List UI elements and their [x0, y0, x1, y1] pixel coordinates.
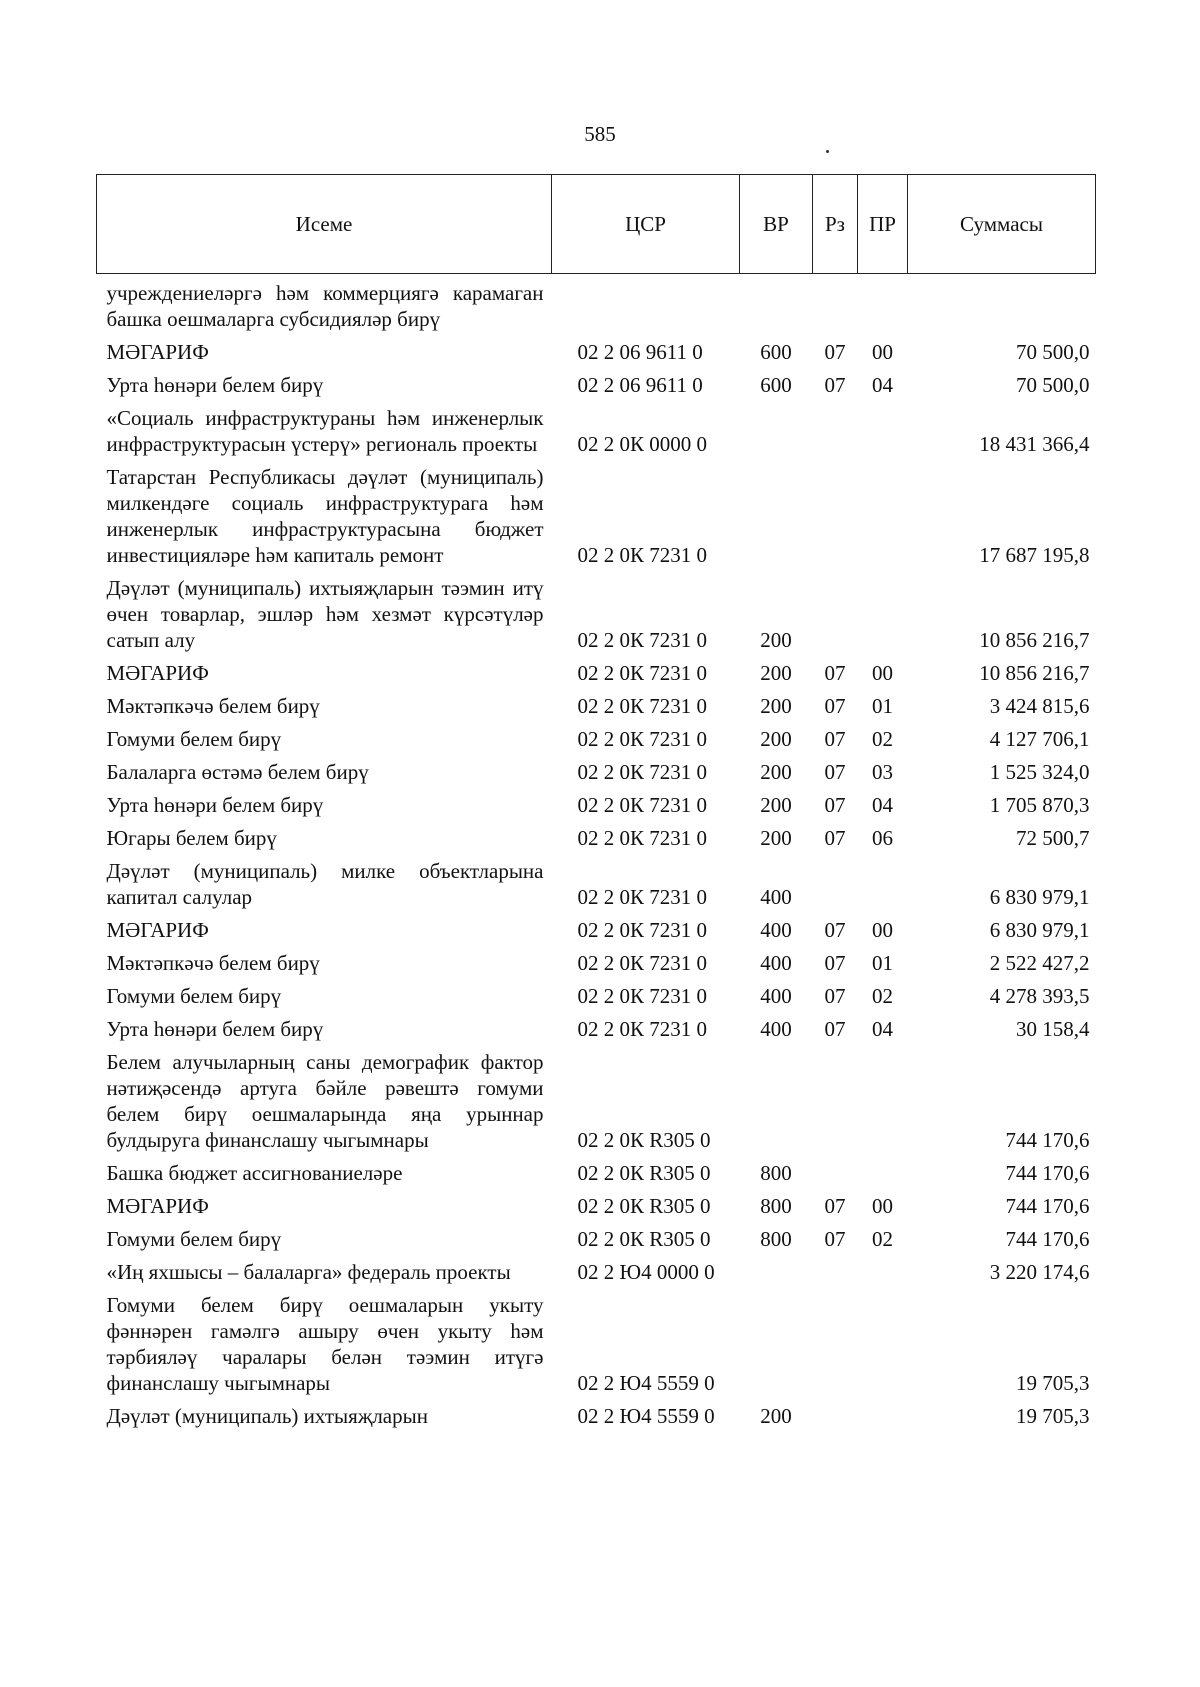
cell-vr: 200: [760, 628, 792, 652]
cell-sum: 4 127 706,1: [989, 727, 1090, 751]
cell-pr: [858, 1398, 908, 1431]
cell-name: Гомуми белем бирү оешмаларын укыту фәннәрен гамәлгә ашыру өчен укыту һәм тәрбияләү чаралары белән тәэмин итүгә финанслашу чыгымнары: [106, 1293, 544, 1395]
cell-vr: [740, 1287, 813, 1398]
cell-csr: 02 2 0К 7231 0: [577, 793, 708, 817]
cell-vr: [740, 274, 813, 335]
table-row: [97, 655, 1096, 688]
cell-sum: 18 431 366,4: [979, 432, 1090, 456]
cell-name: Дәүләт (муниципаль) милке объектларына капитал салулар: [106, 859, 544, 909]
cell-pr: 06: [872, 826, 893, 850]
cell-sum: 6 830 979,1: [989, 885, 1090, 909]
cell-rz: 07: [824, 727, 846, 751]
cell-vr: 400: [760, 918, 792, 942]
cell-name: МӘГАРИФ: [106, 918, 209, 942]
table-row: [97, 1398, 1096, 1431]
table-row: [97, 1287, 1096, 1398]
cell-rz: 07: [824, 373, 846, 397]
cell-vr: [740, 1254, 813, 1287]
cell-name: Дәүләт (муниципаль) ихтыяҗларын: [106, 1404, 428, 1428]
cell-csr: 02 2 0К 7231 0: [577, 951, 708, 975]
cell-sum: 17 687 195,8: [979, 543, 1090, 567]
cell-name: Мәктәпкәчә белем бирү: [106, 694, 320, 718]
cell-csr: 02 2 0К 7231 0: [577, 727, 708, 751]
cell-sum: 1 525 324,0: [989, 760, 1090, 784]
cell-vr: 400: [760, 885, 792, 909]
cell-vr: 200: [760, 661, 792, 685]
cell-rz: 07: [824, 694, 846, 718]
table-header: [97, 175, 1096, 274]
cell-vr: 200: [760, 793, 792, 817]
cell-name: МӘГАРИФ: [106, 1194, 209, 1218]
cell-rz: [813, 1398, 858, 1431]
cell-name: Югары белем бирү: [106, 826, 277, 850]
cell-pr: [858, 459, 908, 570]
cell-csr: 02 2 0К 7231 0: [577, 543, 708, 567]
header-vr: ВР: [740, 175, 813, 274]
cell-name: Урта һөнәри белем бирү: [106, 1017, 324, 1041]
header-name: Исеме: [97, 175, 552, 274]
scan-dot: [826, 150, 829, 153]
cell-csr: 02 2 0К R305 0: [577, 1227, 711, 1251]
cell-name: МӘГАРИФ: [106, 661, 209, 685]
cell-pr: 04: [872, 793, 893, 817]
cell-vr: [740, 459, 813, 570]
cell-vr: [740, 1044, 813, 1155]
cell-csr: 02 2 0К 7231 0: [577, 628, 708, 652]
cell-csr: 02 2 06 9611 0: [577, 340, 703, 364]
cell-pr: [858, 1044, 908, 1155]
cell-rz: 07: [824, 826, 846, 850]
cell-name: Гомуми белем бирү: [106, 727, 282, 751]
cell-csr: 02 2 0К R305 0: [577, 1128, 711, 1152]
table-row: [97, 1155, 1096, 1188]
cell-csr: 02 2 0К 7231 0: [577, 885, 708, 909]
table-row: [97, 1044, 1096, 1155]
cell-name: Дәүләт (муниципаль) ихтыяҗларын тәэмин итү өчен товарлар, эшләр һәм хезмәт күрсәтүләр сатып алу: [106, 576, 544, 652]
cell-csr: 02 2 0К 7231 0: [577, 1017, 708, 1041]
cell-csr: 02 2 Ю4 5559 0: [577, 1371, 715, 1395]
cell-name: Гомуми белем бирү: [106, 984, 282, 1008]
cell-pr: 00: [872, 1194, 893, 1218]
cell-name: МӘГАРИФ: [106, 340, 209, 364]
cell-name: Урта һөнәри белем бирү: [106, 373, 324, 397]
cell-vr: 400: [760, 984, 792, 1008]
cell-pr: [858, 1287, 908, 1398]
cell-name: Башка бюджет ассигнованиеләре: [106, 1161, 403, 1185]
cell-rz: [813, 1044, 858, 1155]
cell-name: Балаларга өстәмә белем бирү: [106, 760, 369, 784]
cell-pr: [858, 400, 908, 459]
table-row: [97, 1011, 1096, 1044]
table-row: [97, 754, 1096, 787]
cell-sum: 3 424 815,6: [989, 694, 1090, 718]
cell-vr: 400: [760, 1017, 792, 1041]
cell-rz: [813, 570, 858, 655]
page-number: 585: [584, 122, 616, 146]
cell-vr: 400: [760, 951, 792, 975]
cell-pr: 02: [872, 984, 893, 1008]
cell-rz: 07: [824, 793, 846, 817]
cell-csr: [552, 274, 740, 335]
cell-rz: [813, 853, 858, 912]
header-pr: ПР: [858, 175, 908, 274]
table-row: [97, 912, 1096, 945]
cell-sum: 744 170,6: [1005, 1161, 1090, 1185]
cell-pr: [858, 853, 908, 912]
cell-sum: 744 170,6: [1005, 1227, 1090, 1251]
table-row: [97, 1221, 1096, 1254]
header-rz: Рз: [813, 175, 858, 274]
cell-rz: 07: [824, 1194, 846, 1218]
header-csr: ЦСР: [552, 175, 740, 274]
table-body: [97, 274, 1096, 1432]
table-row: [97, 400, 1096, 459]
cell-sum: 72 500,7: [1016, 826, 1090, 850]
table-row: [97, 853, 1096, 912]
cell-name: «Социаль инфраструктураны һәм инженерлык инфраструктурасын үстерү» региональ проекты: [106, 406, 544, 456]
cell-pr: [858, 274, 908, 335]
cell-sum: 744 170,6: [1005, 1194, 1090, 1218]
cell-csr: 02 2 0К R305 0: [577, 1161, 711, 1185]
cell-rz: 07: [824, 1017, 846, 1041]
cell-rz: 07: [824, 760, 846, 784]
cell-csr: 02 2 06 9611 0: [577, 373, 703, 397]
cell-name: Белем алучыларның саны демографик фактор нәтиҗәсендә артуга бәйле рәвештә гомуми белем бирү оешмаларында яңа урыннар булдыруга финанслашу чыгымнары: [106, 1050, 544, 1152]
cell-sum: 19 705,3: [1016, 1371, 1090, 1395]
cell-pr: [858, 570, 908, 655]
cell-name: Мәктәпкәчә белем бирү: [106, 951, 320, 975]
cell-csr: 02 2 0К 7231 0: [577, 661, 708, 685]
cell-pr: 02: [872, 727, 893, 751]
table-row: [97, 688, 1096, 721]
cell-sum: 6 830 979,1: [989, 918, 1090, 942]
cell-sum: 4 278 393,5: [989, 984, 1090, 1008]
cell-rz: [813, 1155, 858, 1188]
cell-pr: 01: [872, 694, 893, 718]
cell-pr: 02: [872, 1227, 893, 1251]
cell-rz: 07: [824, 340, 846, 364]
cell-vr: 600: [760, 340, 792, 364]
table-row: [97, 367, 1096, 400]
cell-name: Татарстан Республикасы дәүләт (муниципаль) милкендәге социаль инфраструктурага һәм инженерлык инфраструктурасына бюджет инвестицияләре һәм капиталь ремонт: [106, 465, 544, 567]
cell-vr: 800: [760, 1227, 792, 1251]
cell-csr: 02 2 0К R305 0: [577, 1194, 711, 1218]
cell-sum: 70 500,0: [1016, 373, 1090, 397]
cell-rz: [813, 274, 858, 335]
cell-csr: 02 2 Ю4 5559 0: [577, 1404, 715, 1428]
cell-sum: 2 522 427,2: [989, 951, 1090, 975]
cell-sum: 30 158,4: [1016, 1017, 1090, 1041]
cell-name: Гомуми белем бирү: [106, 1227, 282, 1251]
cell-vr: 200: [760, 826, 792, 850]
cell-vr: 200: [760, 1404, 792, 1428]
table-row: [97, 570, 1096, 655]
table-row: [97, 787, 1096, 820]
cell-sum: 744 170,6: [1005, 1128, 1090, 1152]
cell-rz: 07: [824, 661, 846, 685]
table-row: [97, 274, 1096, 335]
cell-pr: 03: [872, 760, 893, 784]
cell-sum: 19 705,3: [1016, 1404, 1090, 1428]
cell-pr: 00: [872, 918, 893, 942]
cell-rz: 07: [824, 1227, 846, 1251]
cell-sum: 70 500,0: [1016, 340, 1090, 364]
cell-name: «Иң яхшысы – балаларга» федераль проекты: [106, 1260, 511, 1284]
table-row: [97, 721, 1096, 754]
cell-sum: [908, 274, 1096, 335]
cell-csr: 02 2 0К 7231 0: [577, 826, 708, 850]
header-sum: Суммасы: [908, 175, 1096, 274]
cell-sum: 10 856 216,7: [979, 628, 1090, 652]
cell-sum: 1 705 870,3: [989, 793, 1090, 817]
cell-rz: [813, 400, 858, 459]
cell-vr: 800: [760, 1161, 792, 1185]
cell-csr: 02 2 0К 7231 0: [577, 760, 708, 784]
cell-pr: [858, 1155, 908, 1188]
cell-rz: [813, 1287, 858, 1398]
budget-table: [96, 174, 1096, 1431]
cell-rz: 07: [824, 984, 846, 1008]
cell-vr: 800: [760, 1194, 792, 1218]
cell-vr: 600: [760, 373, 792, 397]
cell-sum: 3 220 174,6: [989, 1260, 1090, 1284]
cell-vr: [740, 400, 813, 459]
cell-pr: 00: [872, 661, 893, 685]
table-row: [97, 1188, 1096, 1221]
cell-vr: 200: [760, 694, 792, 718]
cell-name: Урта һөнәри белем бирү: [106, 793, 324, 817]
table-row: [97, 945, 1096, 978]
table-row: [97, 334, 1096, 367]
cell-name: учреждениеләргә һәм коммерциягә карамаган башка оешмаларга субсидияләр бирү: [106, 281, 544, 331]
cell-rz: 07: [824, 951, 846, 975]
cell-csr: 02 2 0К 7231 0: [577, 694, 708, 718]
table-row: [97, 459, 1096, 570]
table-row: [97, 820, 1096, 853]
cell-csr: 02 2 0К 0000 0: [577, 432, 708, 456]
cell-rz: 07: [824, 918, 846, 942]
cell-vr: 200: [760, 760, 792, 784]
cell-vr: 200: [760, 727, 792, 751]
cell-pr: [858, 1254, 908, 1287]
cell-sum: 10 856 216,7: [979, 661, 1090, 685]
cell-pr: 00: [872, 340, 893, 364]
cell-csr: 02 2 0К 7231 0: [577, 918, 708, 942]
table-row: [97, 978, 1096, 1011]
table-row: [97, 1254, 1096, 1287]
cell-pr: 01: [872, 951, 893, 975]
cell-rz: [813, 459, 858, 570]
cell-pr: 04: [872, 373, 893, 397]
cell-csr: 02 2 0К 7231 0: [577, 984, 708, 1008]
cell-rz: [813, 1254, 858, 1287]
cell-pr: 04: [872, 1017, 893, 1041]
cell-csr: 02 2 Ю4 0000 0: [577, 1260, 715, 1284]
